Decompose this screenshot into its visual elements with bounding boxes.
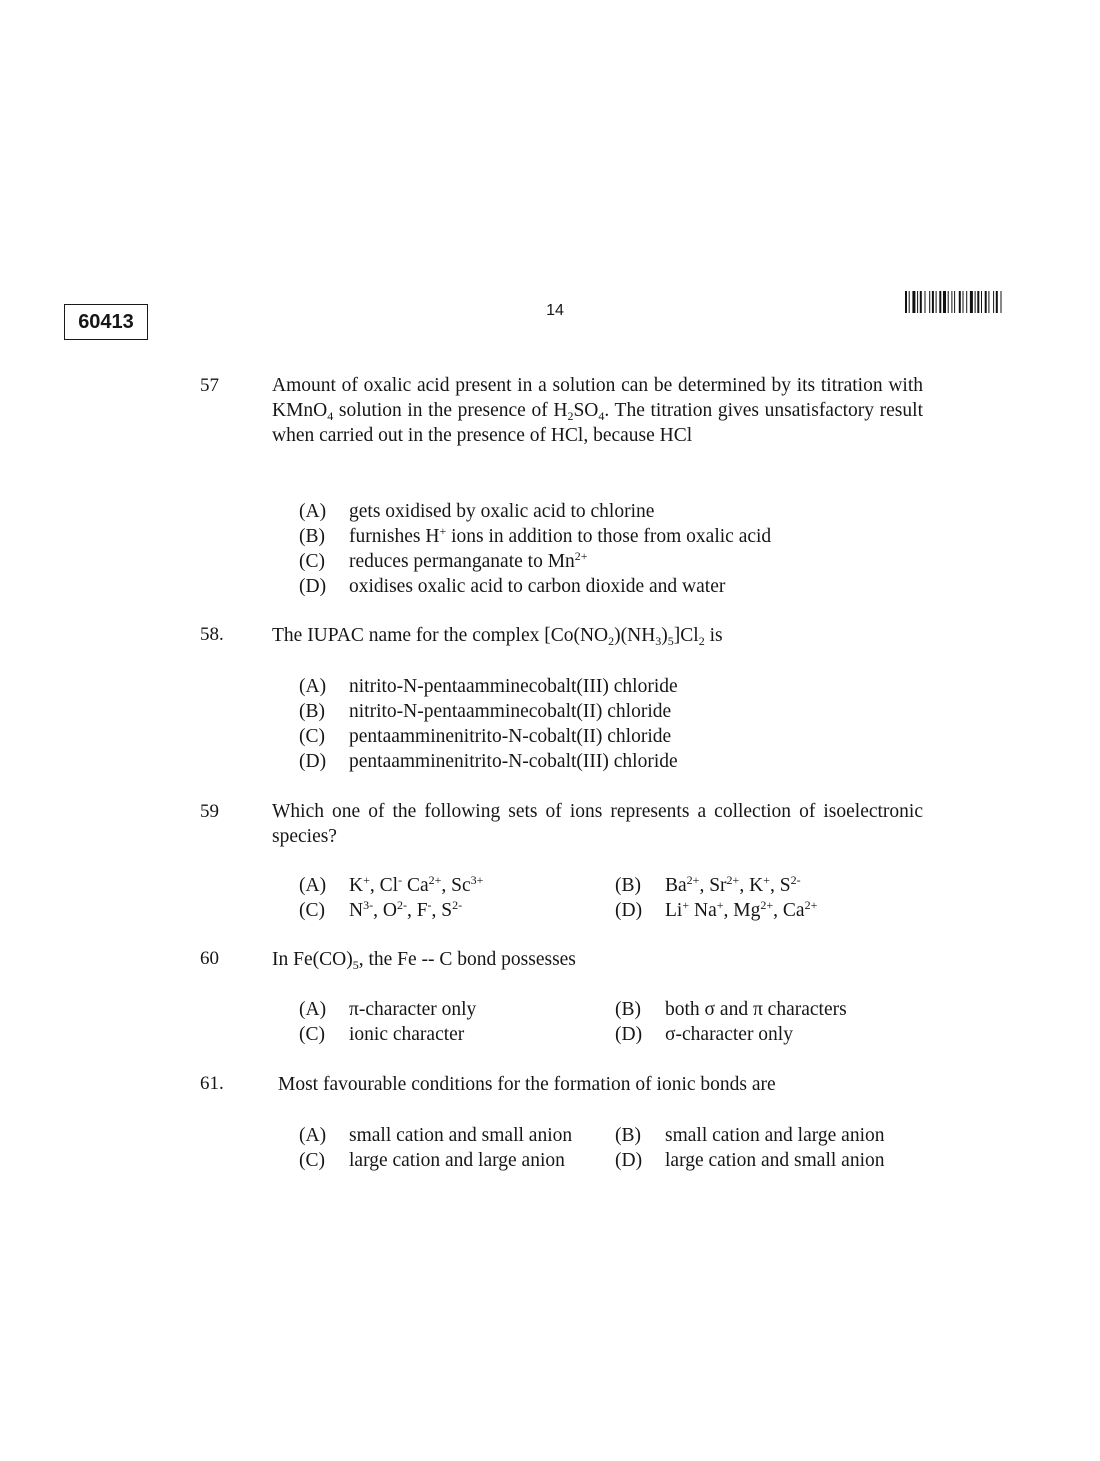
option-item	[615, 898, 817, 923]
option-item	[299, 699, 671, 724]
option-label: (C)	[299, 1150, 325, 1171]
option-text: ionic character	[349, 1024, 465, 1045]
option-item	[299, 674, 678, 699]
option-label: (B)	[299, 701, 325, 722]
option-text: gets oxidised by oxalic acid to chlorine	[349, 501, 655, 522]
option-text: large cation and small anion	[665, 1150, 885, 1171]
barcode-icon	[905, 291, 1039, 313]
option-item	[299, 997, 476, 1022]
option-label: (D)	[615, 1024, 643, 1045]
option-item	[299, 898, 462, 923]
option-text: both σ and π characters	[665, 999, 847, 1020]
option-item	[299, 749, 678, 774]
option-text: K+, Cl- $Ca^{2+}$, $Sc^{3+}$	[349, 873, 484, 896]
question-number: 61.	[200, 1073, 224, 1094]
option-text: pentaamminenitrito-N-cobalt(III) chloride	[349, 751, 678, 772]
option-text: furnishes H+ ions in addition to those from oxalic acid	[349, 524, 772, 547]
option-item	[299, 1022, 464, 1047]
option-text: oxidises oxalic acid to carbon dioxide and water	[349, 576, 726, 597]
option-item	[299, 724, 671, 749]
option-text: small cation and small anion	[349, 1125, 573, 1146]
question-number: 57	[200, 375, 219, 396]
option-text: nitrito-N-pentaamminecobalt(III) chloride	[349, 676, 678, 697]
option-label: (C)	[299, 551, 325, 572]
question-text: In $Fe(CO)_5$, the Fe -- C bond possesses	[272, 949, 576, 972]
option-item	[299, 1123, 572, 1148]
option-label: (B)	[615, 999, 641, 1020]
option-item	[615, 1148, 885, 1173]
option-label: (B)	[615, 1125, 641, 1146]
question-number: 58.	[200, 624, 224, 645]
option-item	[299, 873, 483, 898]
question-number: 59	[200, 801, 219, 822]
option-label: (C)	[299, 900, 325, 921]
option-item	[299, 499, 654, 524]
option-label: (D)	[615, 1150, 643, 1171]
question-text: The IUPAC name for the complex $[Co(NO_2)(NH_3)_5]Cl_2$ is	[272, 625, 723, 648]
option-text: σ-character only	[665, 1024, 793, 1045]
option-text: large cation and large anion	[349, 1150, 565, 1171]
option-label: (C)	[299, 1024, 325, 1045]
option-label: (C)	[299, 726, 325, 747]
option-item	[299, 549, 588, 574]
option-text: reduces permanganate to $Mn^{2+}$	[349, 549, 588, 572]
option-item	[299, 574, 725, 599]
option-item	[615, 873, 801, 898]
option-label: (A)	[299, 501, 327, 522]
option-text: Li+ Na+, $Mg^{2+}$, $Ca^{2+}$	[665, 898, 818, 921]
option-text: $Ba^{2+}$, $Sr^{2+}$, K+, $S^{2-}$	[665, 873, 801, 896]
option-label: (D)	[299, 751, 327, 772]
option-label: (A)	[299, 999, 327, 1020]
option-text: pentaamminenitrito-N-cobalt(II) chloride	[349, 726, 672, 747]
option-item	[615, 997, 847, 1022]
question-text: Which one of the following sets of ions represents a collection of isoelectronic species?	[272, 801, 923, 847]
option-label: (B)	[615, 875, 641, 896]
option-label: (B)	[299, 526, 325, 547]
option-label: (A)	[299, 1125, 327, 1146]
option-text: π-character only	[349, 999, 477, 1020]
question-text: Amount of oxalic acid present in a solution can be determined by its titration with KMnO$_4$ solution in the presence of $H_2SO_4$. The titration gives unsatisfactory result when carried out in the presence of HCl, because HCl	[272, 375, 923, 446]
option-label: (A)	[299, 875, 327, 896]
option-item	[299, 524, 771, 549]
paper-code: 60413	[64, 304, 148, 340]
option-label: (A)	[299, 676, 327, 697]
option-item	[299, 1148, 565, 1173]
option-item	[615, 1123, 885, 1148]
option-text: small cation and large anion	[665, 1125, 885, 1146]
question-number: 60	[200, 948, 219, 969]
option-text: $N^{3-}$, $O^{2-}$, F-, $S^{2-}$	[349, 898, 463, 921]
option-text: nitrito-N-pentaamminecobalt(II) chloride	[349, 701, 672, 722]
option-item	[615, 1022, 793, 1047]
page-number: 14	[546, 302, 564, 319]
option-label: (D)	[615, 900, 643, 921]
option-label: (D)	[299, 576, 327, 597]
question-text: Most favourable conditions for the formation of ionic bonds are	[278, 1074, 776, 1095]
